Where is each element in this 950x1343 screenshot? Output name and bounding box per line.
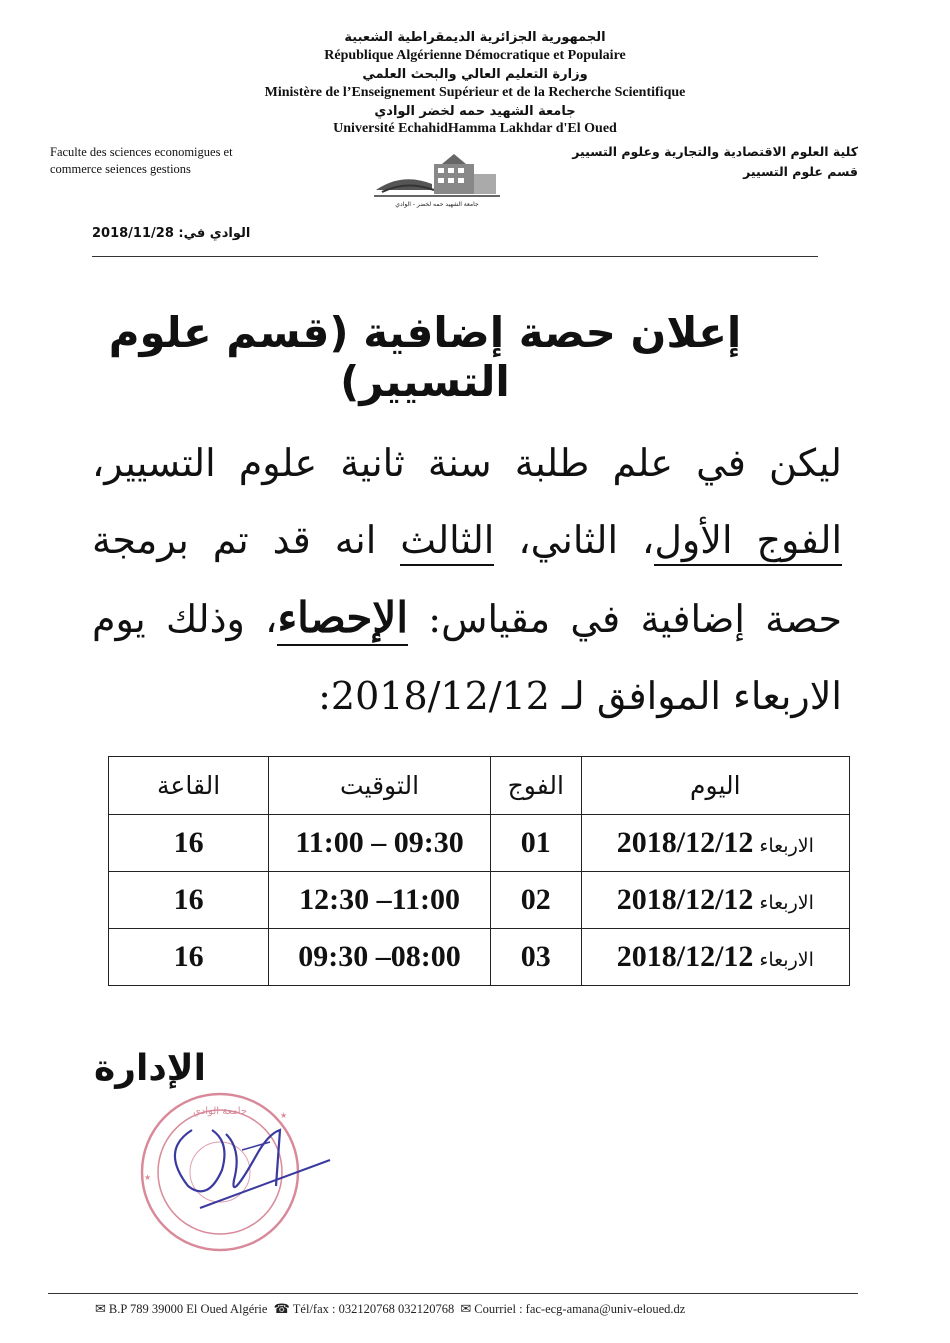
- department-arabic-line: قسم علوم التسيير: [743, 164, 858, 179]
- day-date: 2018/12/12: [616, 940, 754, 973]
- cell-time: 12:30 –11:00: [269, 872, 491, 929]
- cell-day: [581, 929, 849, 986]
- email-icon: ✉: [460, 1302, 472, 1317]
- administration-label: الإدارة: [94, 1048, 206, 1089]
- faculty-name-french: [50, 144, 310, 178]
- day-date: 2018/12/12: [616, 883, 754, 916]
- body-programming: انه قد تم برمجة حصة إضافية في مقياس:: [92, 518, 842, 641]
- university-logo-icon: [372, 150, 502, 216]
- day-date: 2018/12/12: [616, 826, 754, 859]
- day-name: الاربعاء: [759, 892, 814, 914]
- official-stamp-icon: [130, 1090, 340, 1260]
- header-arabic-republic: الجمهورية الجزائرية الديمقراطية الشعبية: [344, 30, 606, 45]
- body-group-third: الثالث: [400, 518, 494, 566]
- footer-email: Courriel : fac-ecg-amana@univ-eloued.dz: [474, 1302, 686, 1316]
- cell-time: 11:00 – 09:30: [269, 815, 491, 872]
- footer-phone: Tél/fax : 032120768 032120768: [292, 1302, 455, 1316]
- cell-group: 01: [490, 815, 581, 872]
- header-divider: [92, 256, 818, 257]
- day-name: الاربعاء: [759, 835, 814, 857]
- faculty-arabic-line-1: كلية العلوم الاقتصادية والتجارية وعلوم التسيير: [572, 144, 858, 159]
- faculty-name-arabic: [538, 142, 858, 182]
- header-room: القاعة: [109, 757, 269, 815]
- table-row: [109, 929, 850, 986]
- stamp-star: ★: [280, 1111, 288, 1120]
- header-french-university: Université EchahidHamma Lakhdar d'El Oued: [333, 121, 617, 136]
- header-french-ministry: Ministère de l’Enseignement Supérieur et de la Recherche Scientifique: [264, 85, 686, 100]
- cell-day: [581, 815, 849, 872]
- faculty-french-line-2: commerce seiences gestions: [50, 162, 191, 176]
- cell-room: 16: [109, 872, 269, 929]
- body-separator-1: ،: [618, 518, 655, 562]
- header-day: اليوم: [581, 757, 849, 815]
- logo-caption: جامعة الشهيد حمه لخضر - الوادي: [395, 201, 479, 208]
- cell-time: 09:30 –08:00: [269, 929, 491, 986]
- schedule-table: [108, 756, 850, 986]
- body-group-first: الفوج الأول: [654, 518, 842, 566]
- footer-divider: [48, 1293, 858, 1294]
- body-intro: ليكن في علم طلبة سنة ثانية علوم التسيير،: [92, 441, 842, 485]
- phone-icon: ☎: [273, 1302, 290, 1317]
- day-name: الاربعاء: [759, 949, 814, 971]
- issue-date: الوادي في: 2018/11/28: [92, 226, 251, 241]
- announcement-title: إعلان حصة إضافية (قسم علوم التسيير): [108, 308, 742, 406]
- cell-day: [581, 872, 849, 929]
- cell-group: 02: [490, 872, 581, 929]
- header-arabic-ministry: وزارة التعليم العالي والبحث العلمي: [362, 67, 588, 82]
- header-group: الفوج: [490, 757, 581, 815]
- header-arabic-university: جامعة الشهيد حمه لخضر الوادي: [374, 104, 576, 119]
- body-separator-2: ،: [494, 518, 531, 562]
- header-french-republic: République Algérienne Démocratique et Populaire: [324, 48, 626, 63]
- footer-contact: [92, 1302, 912, 1317]
- body-group-second: الثاني: [530, 518, 619, 562]
- cell-room: 16: [109, 815, 269, 872]
- body-date-sentence: ، وذلك يوم الاربعاء الموافق لـ 2018/12/12:: [92, 597, 842, 718]
- mail-icon: ✉: [95, 1302, 106, 1317]
- table-row: [109, 872, 850, 929]
- faculty-french-line-1: Faculte des sciences economigues et: [50, 145, 233, 159]
- body-module-name: الإحصاء: [277, 593, 408, 646]
- footer-address: B.P 789 39000 El Oued Algérie: [108, 1302, 268, 1316]
- header-time: التوقيت: [269, 757, 491, 815]
- table-row: [109, 815, 850, 872]
- stamp-text: جامعة الوادي: [193, 1106, 247, 1117]
- cell-group: 03: [490, 929, 581, 986]
- schedule-header-row: [109, 757, 850, 815]
- announcement-body: [92, 425, 842, 735]
- cell-room: 16: [109, 929, 269, 986]
- stamp-star: ★: [144, 1173, 152, 1182]
